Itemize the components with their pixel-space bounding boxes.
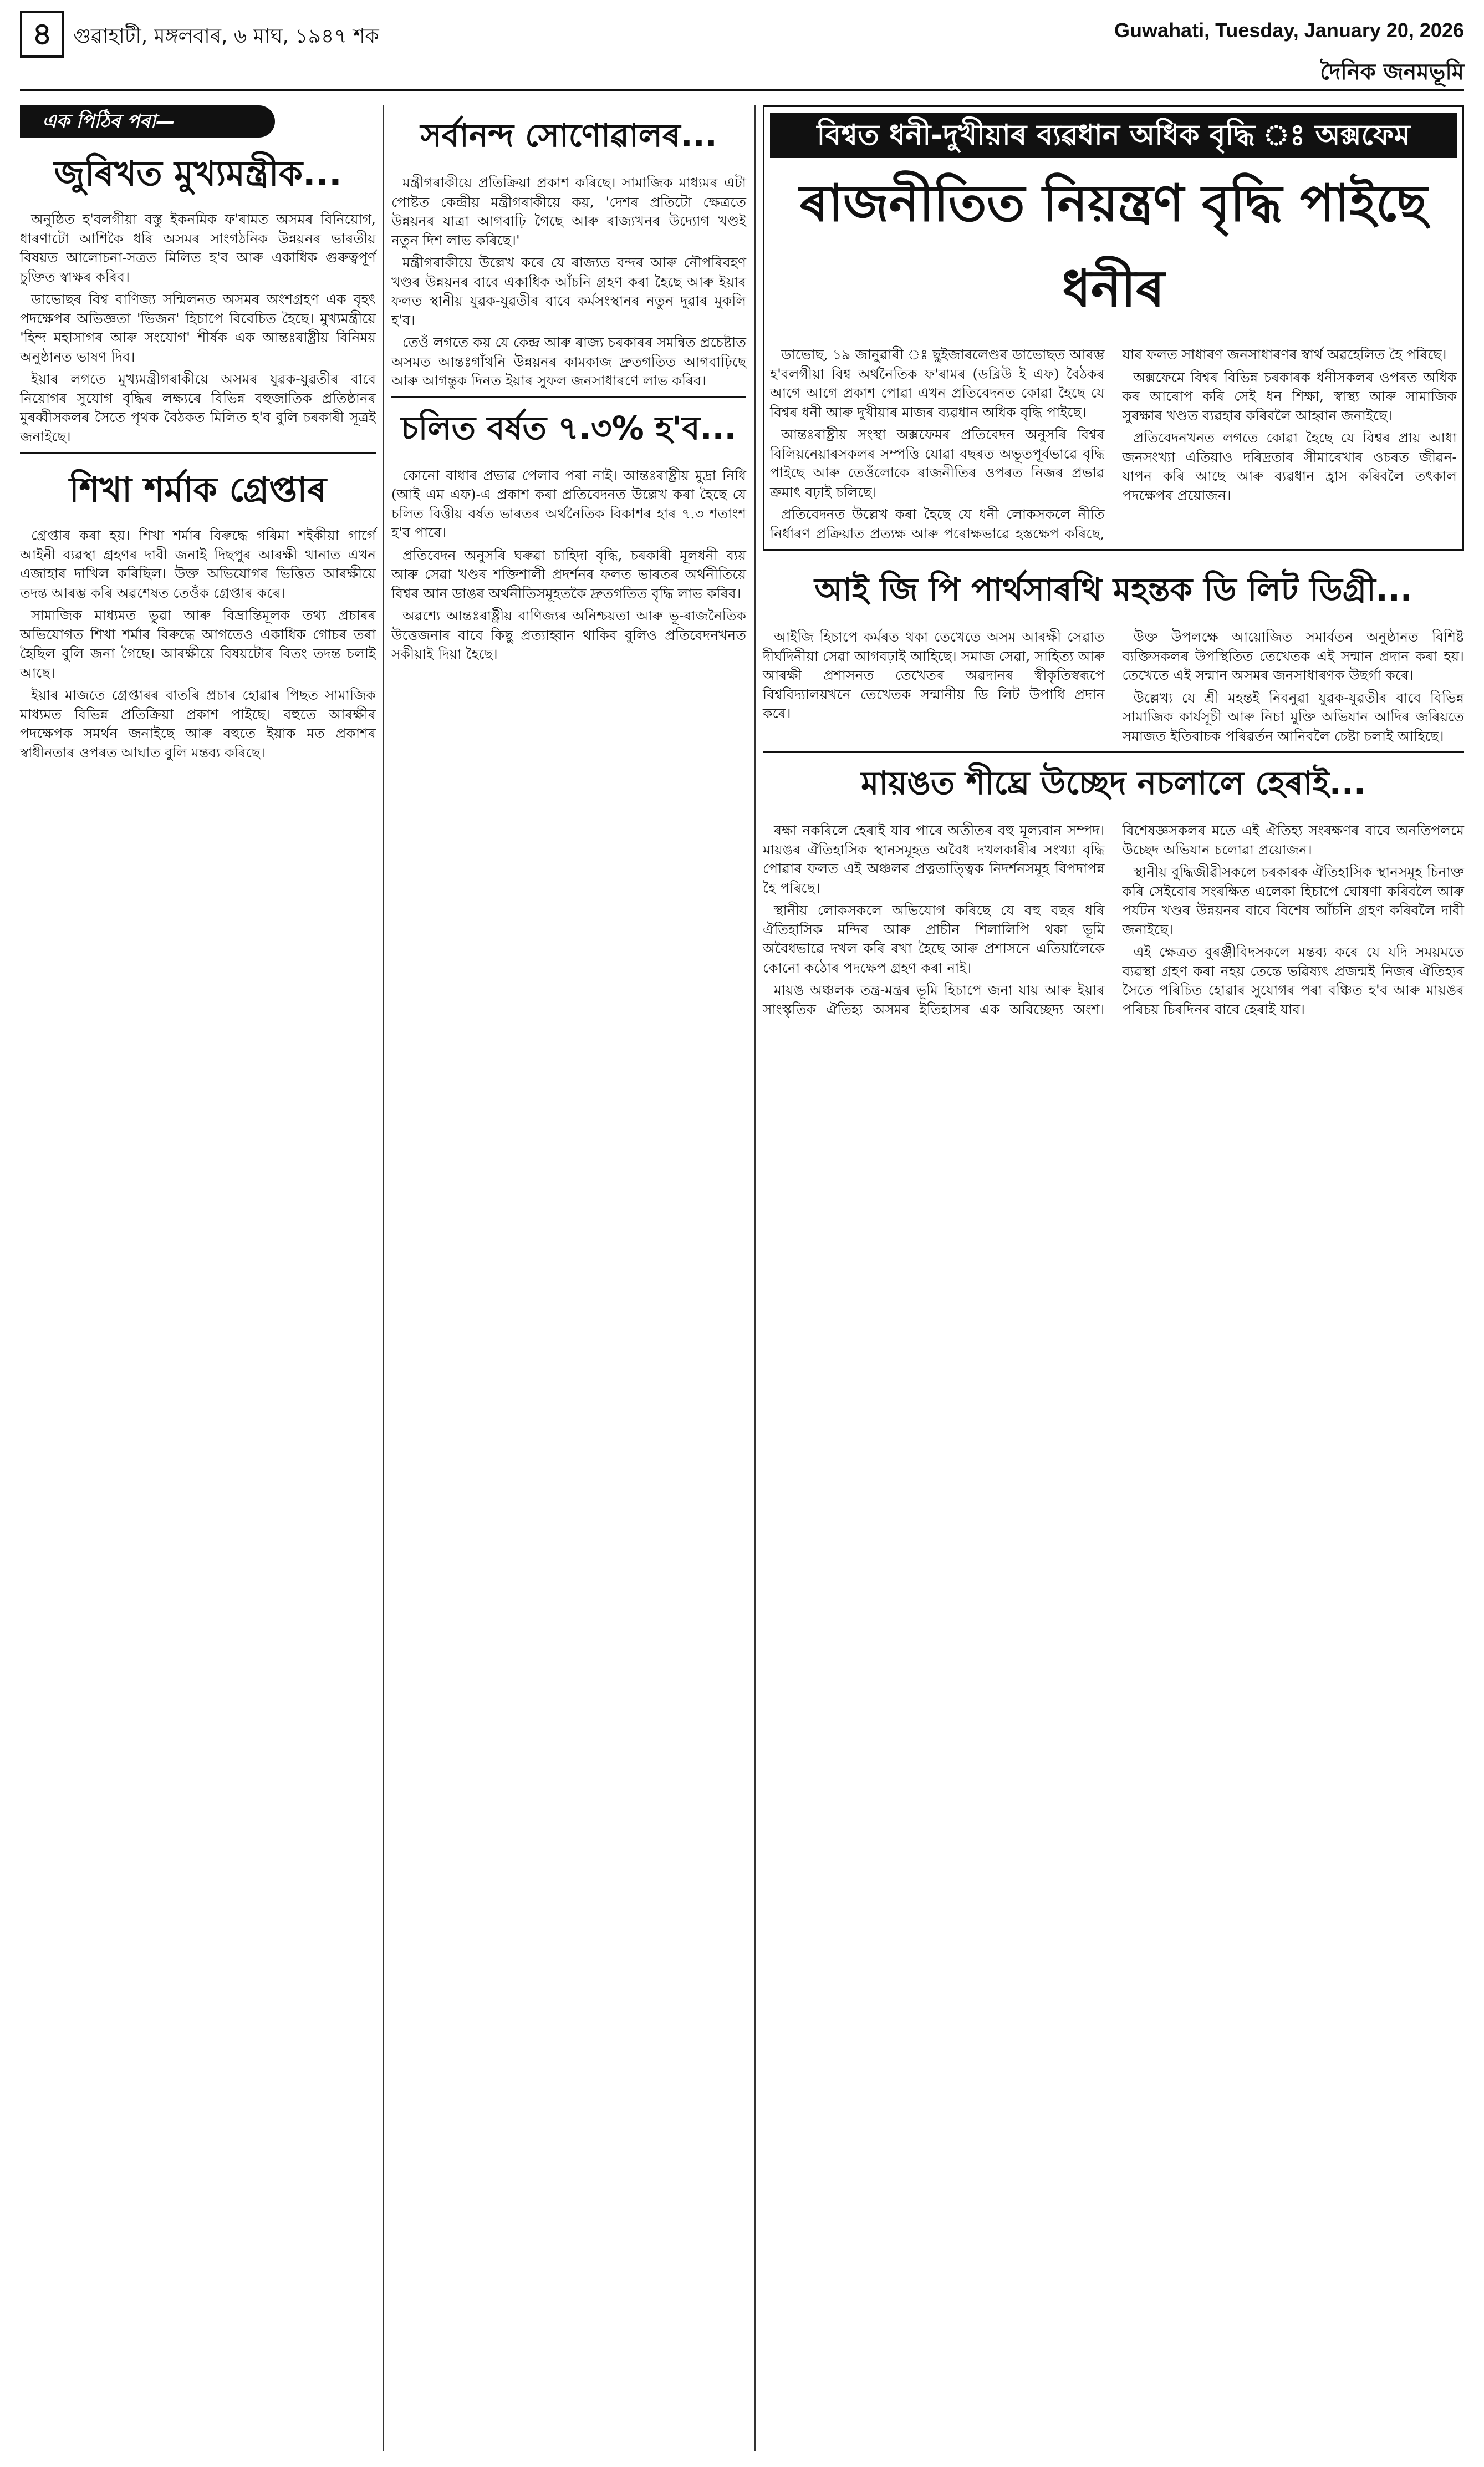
article-paragraph: স্থানীয় লোকসকলে অভিযোগ কৰিছে যে বহু বছৰ ধৰি ঐতিহাসিক মন্দিৰ আৰু প্ৰাচীন শিলালিপি থকা ভূমি অবৈধভাৱে দখল কৰি ৰখা হৈছে আৰু প্ৰশাসনে এতিয়ালৈকে কোনো কঠোৰ পদক্ষেপ গ্ৰহণ কৰা নাই। [763, 902, 1105, 976]
article-paragraph: প্ৰতিবেদন অনুসৰি ঘৰুৱা চাহিদা বৃদ্ধি, চৰকাৰী মূলধনী ব্যয় আৰু সেৱা খণ্ডৰ শক্তিশালী প্ৰদৰ্শনৰ ফলত ভাৰতৰ অৰ্থনীতিয়ে বিশ্বৰ আন ডাঙৰ অৰ্থনীতিসমূহতকৈ দ্ৰুতগতিত বৃদ্ধি লাভ কৰিব। [391, 547, 746, 602]
article-paragraph: তেওঁ লগতে কয় যে কেন্দ্ৰ আৰু ৰাজ্য চৰকাৰৰ সমন্বিত প্ৰচেষ্টাত অসমত আন্তঃগাঁথনি উন্নয়নৰ কামকাজ দ্ৰুতগতিত আগবাঢ়িছে আৰু আগন্তুক দিনত ইয়াৰ সুফল জনসাধাৰণে লাভ কৰিব। [391, 334, 746, 389]
article-paragraph: ডাভোছৰ বিশ্ব বাণিজ্য সন্মিলনত অসমৰ অংশগ্ৰহণ এক বৃহৎ পদক্ষেপৰ অভিজ্ঞতা 'ভিজন' হিচাপে বিবেচিত হৈছে। মুখ্যমন্ত্ৰীয়ে 'হিন্দ মহাসাগৰ আৰু সংযোগ' শীৰ্ষক এক আন্তঃৰাষ্ট্ৰীয় বিনিময় অনুষ্ঠানত ভাষণ দিব। [20, 291, 376, 365]
article-paragraph: সামাজিক মাধ্যমত ভুৱা আৰু বিভ্ৰান্তিমূলক তথ্য প্ৰচাৰৰ অভিযোগত শিখা শৰ্মাৰ বিৰুদ্ধে আগতেও একাধিক গোচৰ তৰা হৈছিল বুলি জনা গৈছে। আৰক্ষীয়ে বিষয়টোৰ বিতং তদন্ত চলাই আছে। [20, 607, 376, 681]
article-body [763, 821, 1464, 1021]
article-paragraph: প্ৰতিবেদনত উল্লেখ কৰা হৈছে যে ধনী লোকসকলে নীতি নিৰ্ধাৰণ প্ৰক্ৰিয়াত প্ৰত্যক্ষ আৰু পৰোক্ষভাৱে হস্তক্ষেপ কৰিছে, যাৰ ফলত সাধাৰণ জনসাধাৰণৰ স্বাৰ্থ অৱহেলিত হৈ পৰিছে। [770, 347, 1447, 542]
article-paragraph: মন্ত্ৰীগৰাকীয়ে প্ৰতিক্ৰিয়া প্ৰকাশ কৰিছে। সামাজিক মাধ্যমৰ এটা পোষ্টত কেন্দ্ৰীয় মন্ত্ৰীগৰাকীয়ে কয়, 'দেশৰ প্ৰতিটো ক্ষেত্ৰতে উন্নয়নৰ যাত্ৰা আগবাঢ়ি গৈছে আৰু ৰাজ্যখনৰ উদ্যোগ খণ্ডই নতুন দিশ লাভ কৰিছে।' [391, 175, 746, 248]
article-paragraph: ৰক্ষা নকৰিলে হেৰাই যাব পাৰে অতীতৰ বহু মূল্যবান সম্পদ। মায়ঙৰ ঐতিহাসিক স্থানসমূহত অবৈধ দখলকাৰীৰ সংখ্যা বৃদ্ধি পোৱাৰ ফলত এই অঞ্চলৰ প্ৰত্নতাত্ত্বিক নিদৰ্শনসমূহ বিপদাপন্ন হৈ পৰিছে। [763, 822, 1105, 896]
article-paragraph: উল্লেখ্য যে শ্ৰী মহন্তই নিবনুৱা যুৱক-যুৱতীৰ বাবে বিভিন্ন সামাজিক কাৰ্যসূচী আৰু নিচা মুক্তি অভিযান আদিৰ জৰিয়তে সমাজত ইতিবাচক পৰিৱৰ্তন আনিবলৈ চেষ্টা চলাই আহিছে। [1122, 689, 1464, 744]
article-headline: জুৰিখত মুখ্যমন্ত্ৰীক... [54, 153, 342, 194]
article-paragraph: ডাভোছ, ১৯ জানুৱাৰী ঃ ছুইজাৰলেণ্ডৰ ডাভোছত আৰম্ভ হ'বলগীয়া বিশ্ব অৰ্থনৈতিক ফ'ৰামৰ (ডব্লিউ ই এফ) বৈঠকৰ আগে আগে প্ৰকাশ পোৱা এখন প্ৰতিবেদনত কোৱা হৈছে যে বিশ্বৰ ধনী আৰু দুখীয়াৰ মাজৰ ব্যৱধান অধিক বৃদ্ধি পাইছে। [770, 347, 1105, 420]
article-paragraph: মন্ত্ৰীগৰাকীয়ে উল্লেখ কৰে যে ৰাজ্যত বন্দৰ আৰু নৌপৰিবহণ খণ্ডৰ উন্নয়নৰ বাবে একাধিক আঁচনি গ্ৰহণ কৰা হৈছে আৰু ইয়াৰ ফলত স্থানীয় যুৱক-যুৱতীৰ বাবে কৰ্মসংস্থানৰ নতুন দুৱাৰ মুকলি হ'ব। [391, 255, 746, 328]
lead-banner: বিশ্বত ধনী-দুখীয়াৰ ব্যৱধান অধিক বৃদ্ধি ঃ অক্সফেম [770, 113, 1457, 158]
article-paragraph: মায়ঙ অঞ্চলক তন্ত্ৰ-মন্ত্ৰৰ ভূমি হিচাপে জনা যায় আৰু ইয়াৰ সাংস্কৃতিক ঐতিহ্য অসমৰ ইতিহাসৰ এক অবিচ্ছেদ্য অংশ। বিশেষজ্ঞসকলৰ মতে এই ঐতিহ্য সংৰক্ষণৰ বাবে অনতিপলমে উচ্ছেদ অভিযান চলোৱা প্ৰয়োজন। [763, 822, 1464, 1018]
article-body [20, 526, 376, 762]
date-assamese: গুৱাহাটী, মঙ্গলবাৰ, ৬ মাঘ, ১৯৪৭ শক [73, 25, 379, 48]
column-middle [391, 105, 746, 668]
article-paragraph: স্থানীয় বুদ্ধিজীৱীসকলে চৰকাৰক ঐতিহাসিক স্থানসমূহ চিনাক্ত কৰি সেইবোৰ সংৰক্ষিত এলেকা হিচাপে ঘোষণা কৰিবলৈ আৰু পৰ্যটন খণ্ডৰ উন্নয়নৰ বাবে বিশেষ আঁচনি গ্ৰহণ কৰিবলৈ দাবী জনাইছে। [1122, 864, 1464, 938]
article-paragraph: গ্ৰেপ্তাৰ কৰা হয়। শিখা শৰ্মাৰ বিৰুদ্ধে গৰিমা শইকীয়া গাৰ্গে আইনী ব্যৱস্থা গ্ৰহণৰ দাবী জনাই দিছপুৰ আৰক্ষী থানাত এখন এজাহাৰ দাখিল কৰিছিল। উক্ত অভিযোগৰ ভিত্তিত আৰক্ষীয়ে তদন্ত আৰম্ভ কৰি অৱশেষত তেওঁক গ্ৰেপ্তাৰ কৰে। [20, 527, 376, 601]
article-headline: শিখা শৰ্মাক গ্ৰেপ্তাৰ [69, 469, 327, 510]
article-divider [763, 751, 1464, 753]
article-headline: সৰ্বানন্দ সোণোৱালৰ... [420, 116, 717, 154]
lead-story-box [763, 105, 1464, 551]
article-body [20, 210, 376, 446]
lead-body [770, 345, 1457, 543]
article-paragraph: ইয়াৰ মাজতে গ্ৰেপ্তাৰৰ বাতৰি প্ৰচাৰ হোৱাৰ পিছত সামাজিক মাধ্যমত বিভিন্ন প্ৰতিক্ৰিয়া প্ৰকাশ পাইছে। বহুতে আৰক্ষীৰ পদক্ষেপক সমৰ্থন জনাইছে আৰু বহুতে ইয়াক মত প্ৰকাশৰ স্বাধীনতাৰ ওপৰত আঘাত বুলি মন্তব্য কৰিছে। [20, 687, 376, 761]
article-paragraph: অনুষ্ঠিত হ'বলগীয়া বস্তু ইকনমিক ফ'ৰামত অসমৰ বিনিয়োগ, ধাৰণাটো আশিকৈ ধৰি অসমৰ সাংগঠনিক উন্নয়নৰ ভাৰতীয় বিষয়ত আলোচনা-সত্ৰত মিলিত হ'ব আৰু একাধিক গুৰুত্বপূৰ্ণ চুক্তিত স্বাক্ষৰ কৰিব। [20, 211, 376, 285]
article-paragraph: উক্ত উপলক্ষে আয়োজিত সমাৰ্বতন অনুষ্ঠানত বিশিষ্ট ব্যক্তিসকলৰ উপস্থিতিত তেখেতক এই সন্মান প্ৰদান কৰা হয়। তেখেতে এই সন্মান অসমৰ জনসাধাৰণক উছৰ্গা কৰে। [1122, 629, 1464, 683]
section-tab: এক পিঠিৰ পৰা— [20, 105, 275, 138]
lead-headline: ৰাজনীতিত নিয়ন্ত্ৰণ বৃদ্ধি পাইছে ধনীৰ [799, 174, 1427, 318]
article-paragraph: আন্তঃৰাষ্ট্ৰীয় সংস্থা অক্সফেমৰ প্ৰতিবেদন অনুসৰি বিশ্বৰ বিলিয়নেয়াৰসকলৰ সম্পত্তি যোৱা বছৰত অভূতপূৰ্বভাৱে বৃদ্ধি পাইছে আৰু তেওঁলোকে ৰাজনীতিৰ ওপৰত নিজৰ প্ৰভাৱ ক্ৰমাৎ বঢ়াই চলিছে। [770, 426, 1105, 500]
article-headline: আই জি পি পাৰ্থসাৰথি মহন্তক ডি লিট ডিগ্ৰী... [814, 571, 1412, 608]
article-paragraph: আইজি হিচাপে কৰ্মৰত থকা তেখেতে অসম আৰক্ষী সেৱাত দীৰ্ঘদিনীয়া সেৱা আগবঢ়াই আহিছে। সমাজ সেৱা, সাহিত্য আৰু আৰক্ষী প্ৰশাসনত তেখেতৰ অৱদানৰ স্বীকৃতিস্বৰূপে বিশ্ববিদ্যালয়খনে তেখেতক সন্মানীয় ডি লিট উপাধি প্ৰদান কৰে। [763, 629, 1105, 721]
page-number: ৪ [20, 11, 64, 58]
article-body [391, 174, 746, 391]
column-right [763, 105, 1464, 1021]
article-paragraph: এই ক্ষেত্ৰত বুৰঞ্জীবিদসকলে মন্তব্য কৰে যে যদি সময়মতে ব্যৱস্থা গ্ৰহণ কৰা নহয় তেন্তে ভৱিষ্যৎ প্ৰজন্মই নিজৰ ঐতিহ্যৰ সৈতে পৰিচিত হোৱাৰ সুযোগৰ পৰা বঞ্চিত হ'ব আৰু মায়ঙৰ পৰিচয় চিৰদিনৰ বাবে হেৰাই যাব। [1122, 944, 1464, 1018]
article-headline: মায়ঙত শীঘ্ৰে উচ্ছেদ নচলালে হেৰাই... [861, 764, 1366, 802]
column-divider [383, 105, 384, 2451]
date-english: Guwahati, Tuesday, January 20, 2026 [1114, 19, 1464, 42]
newspaper-page [20, 105, 1464, 2451]
article-divider [20, 452, 376, 454]
article-body [763, 628, 1464, 746]
article-paragraph: অৱশ্যে আন্তঃৰাষ্ট্ৰীয় বাণিজ্যৰ অনিশ্চয়তা আৰু ভূ-ৰাজনৈতিক উত্তেজনাৰ বাবে কিছু প্ৰত্যাহ্বান থাকিব বুলিও প্ৰতিবেদনখনত সকীয়াই দিয়া হৈছে। [391, 608, 746, 662]
article-divider [391, 396, 746, 398]
masthead [20, 11, 1464, 94]
article-paragraph: কোনো বাধাৰ প্ৰভাৱ পেলাব পৰা নাই। আন্তঃৰাষ্ট্ৰীয় মুদ্ৰা নিধি (আই এম এফ)-এ প্ৰকাশ কৰা প্ৰতিবেদনত উল্লেখ কৰা হৈছে যে চলিত বিত্তীয় বৰ্ষত ভাৰতৰ অৰ্থনৈতিক বিকাশৰ হাৰ ৭.৩ শতাংশ হ'ব পাৰে। [391, 467, 746, 541]
article-paragraph: ইয়াৰ লগতে মুখ্যমন্ত্ৰীগৰাকীয়ে অসমৰ যুৱক-যুৱতীৰ বাবে নিয়োগৰ সুযোগ বৃদ্ধিৰ লক্ষ্যৰে বিভিন্ন বহুজাতিক প্ৰতিষ্ঠানৰ মুৰব্বীসকলৰ সৈতে পৃথক বৈঠকত মিলিত হ'ব বুলি চৰকাৰী সূত্ৰই জনাইছে। [20, 371, 376, 445]
article-body [391, 466, 746, 664]
article-paragraph: প্ৰতিবেদনখনত লগতে কোৱা হৈছে যে বিশ্বৰ প্ৰায় আধা জনসংখ্যা এতিয়াও দৰিদ্ৰতাৰ সীমাৰেখাৰ ওচৰত জীৱন-যাপন কৰি আছে আৰু ব্যৱধান হ্ৰাস কৰিবলৈ তৎকাল পদক্ষেপৰ প্ৰয়োজন। [1122, 430, 1457, 503]
column-divider [754, 105, 756, 2451]
newspaper-brand: দৈনিক জনমভূমি [1320, 59, 1464, 85]
header-divider [20, 89, 1464, 91]
column-left [20, 105, 376, 766]
article-headline: চলিত বৰ্ষত ৭.৩% হ'ব... [401, 409, 737, 447]
article-paragraph: অক্সফেমে বিশ্বৰ বিভিন্ন চৰকাৰক ধনীসকলৰ ওপৰত অধিক কৰ আৰোপ কৰি সেই ধন শিক্ষা, স্বাস্থ্য আৰু সামাজিক সুৰক্ষাৰ খণ্ডত ব্যৱহাৰ কৰিবলৈ আহ্বান জনাইছে। [1122, 369, 1457, 424]
